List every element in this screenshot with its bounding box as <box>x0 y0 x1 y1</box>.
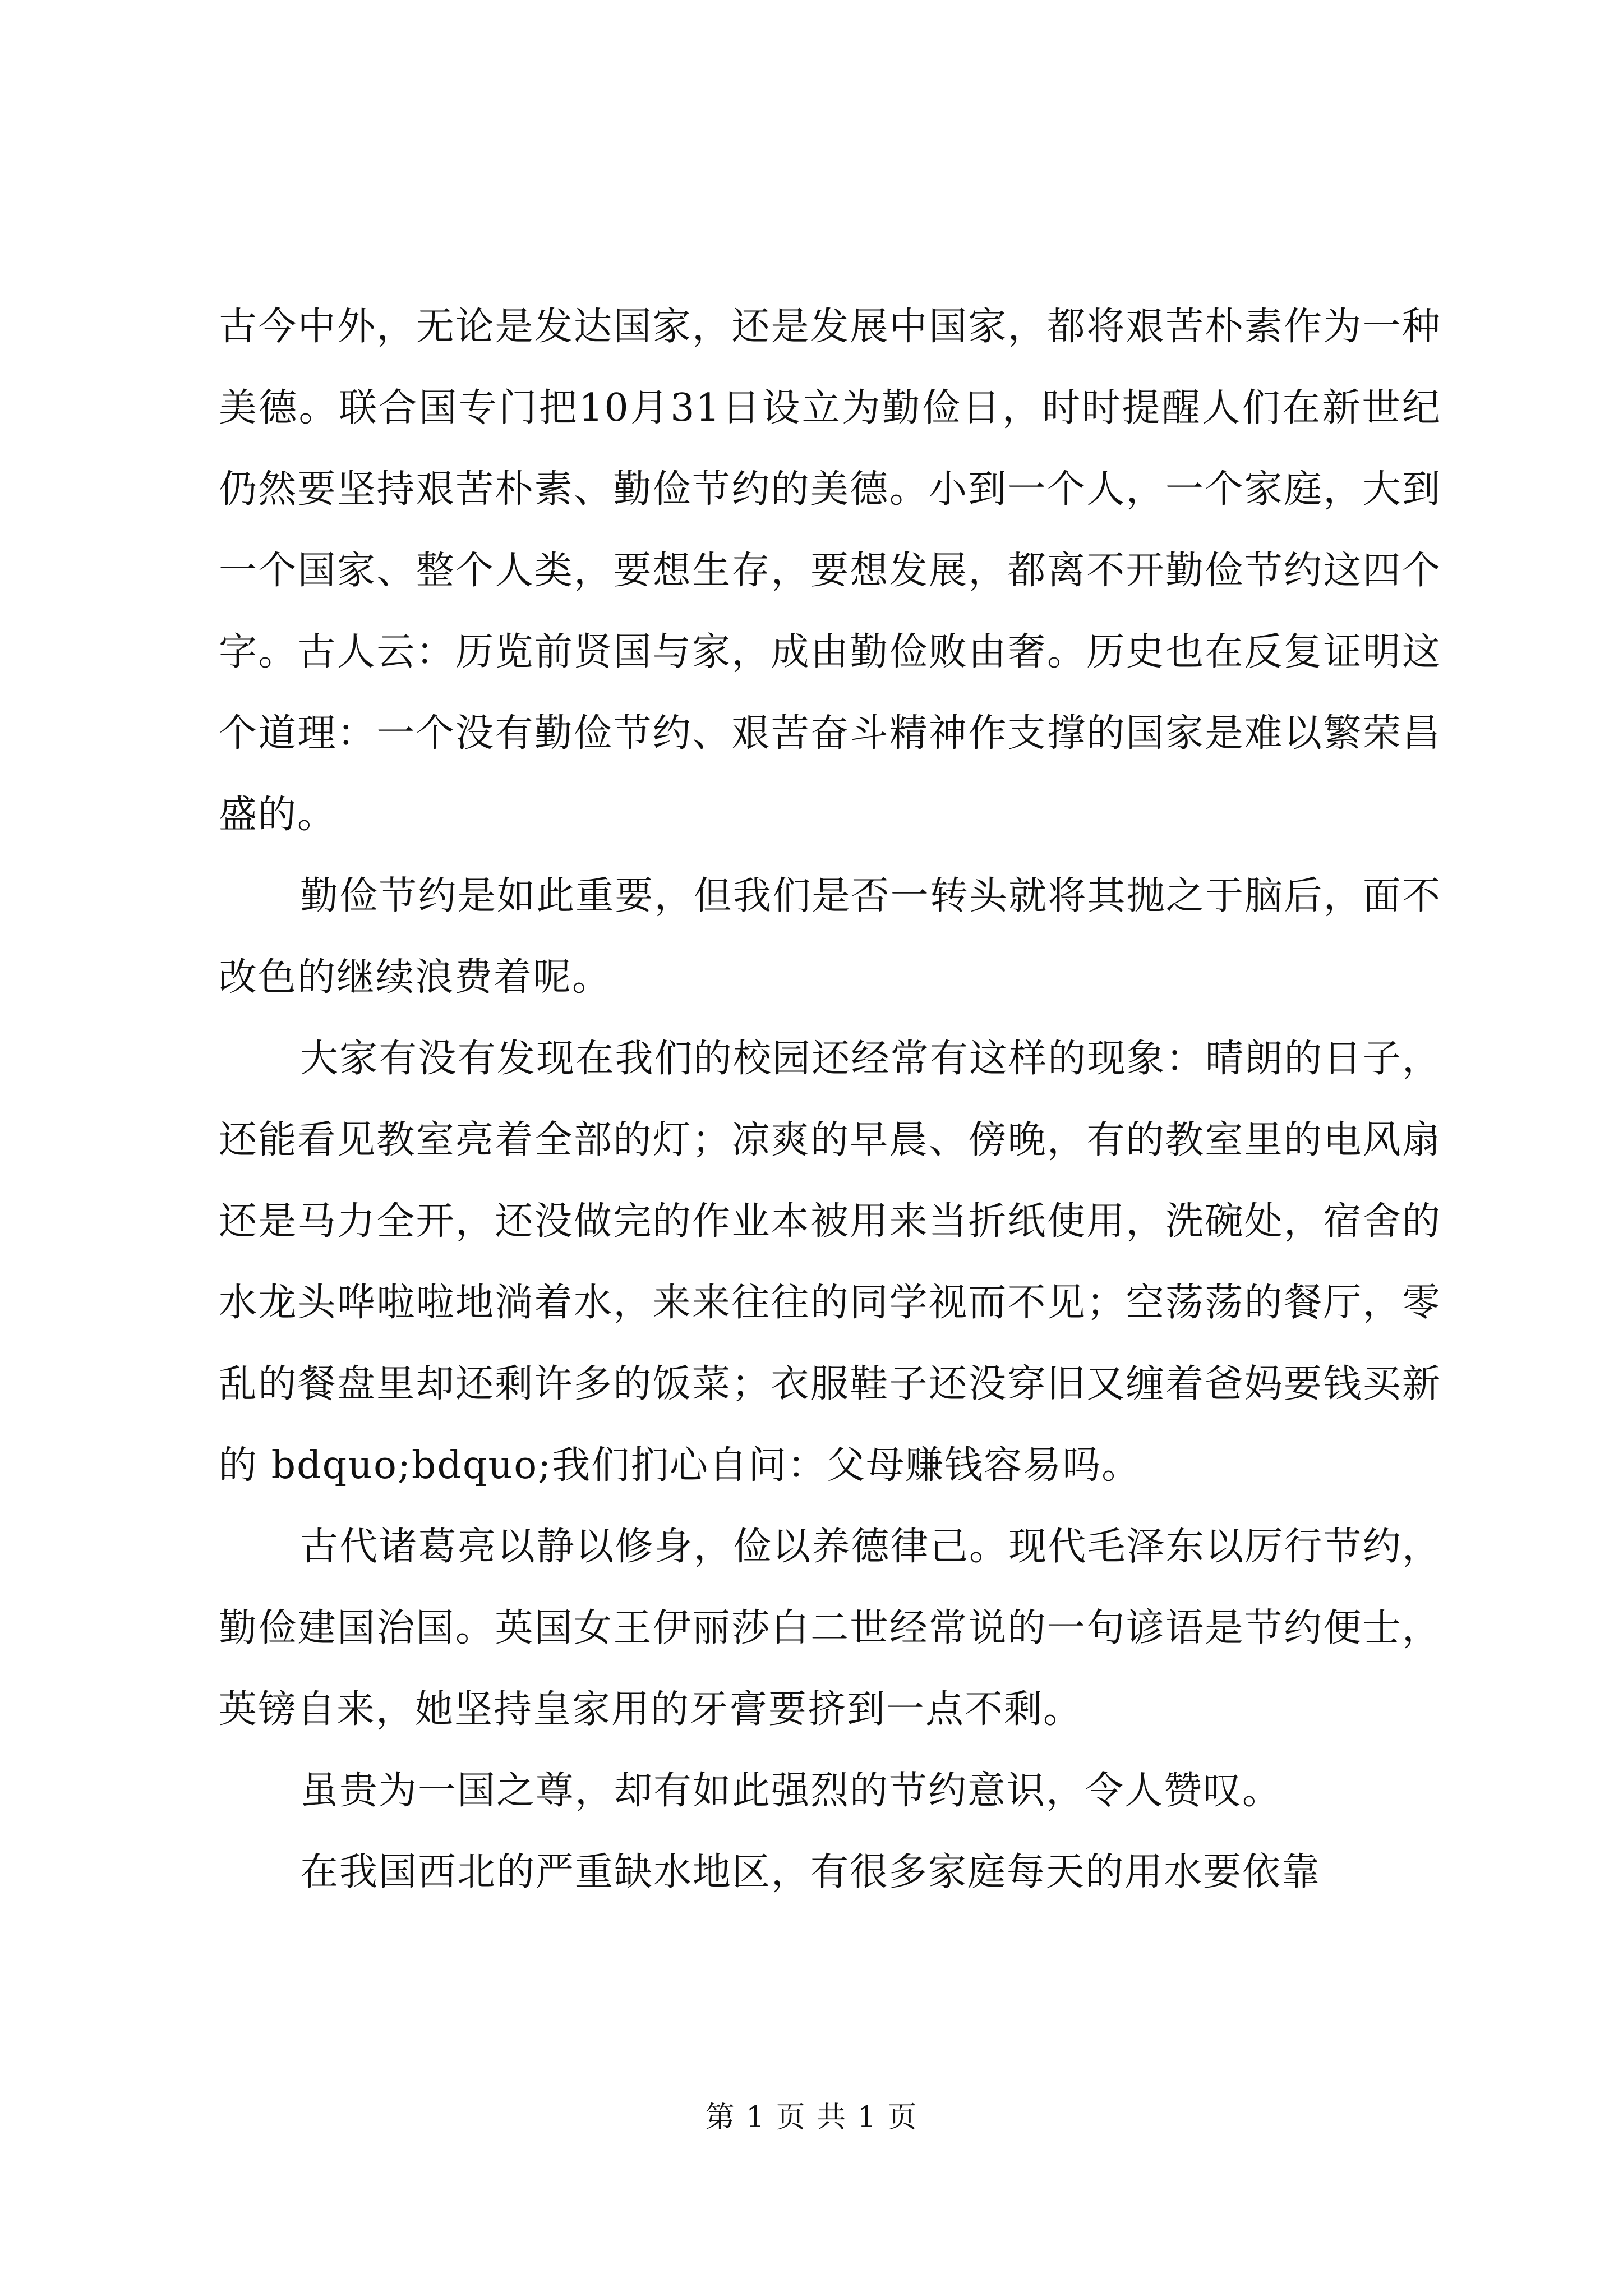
paragraph-3: 大家有没有发现在我们的校园还经常有这样的现象：晴朗的日子，还能看见教室亮着全部的灯；凉爽的早晨、傍晚，有的教室里的电风扇还是马力全开，还没做完的作业本被用来当折纸使用，洗碗处，宿舍的水龙头哗啦啦地淌着水，来来往往的同学视而不见；空荡荡的餐厅，零乱的餐盘里却还剩许多的饭菜；衣服鞋子还没穿旧又缠着爸妈要钱买新的 bdquo;bdquo;我们扪心自问：父母赚钱容易吗。 <box>219 1037 1441 1488</box>
paragraph-2: 勤俭节约是如此重要，但我们是否一转头就将其抛之于脑后，面不改色的继续浪费着呢。 <box>219 874 1441 1000</box>
paragraph-1: 古今中外，无论是发达国家，还是发展中国家，都将艰苦朴素作为一种美德。联合国专门把10月31日设立为勤俭日，时时提醒人们在新世纪仍然要坚持艰苦朴素、勤俭节约的美德。小到一个人，一个家庭，大到一个国家、整个人类，要想生存，要想发展，都离不开勤俭节约这四个字。古人云：历览前贤国与家，成由勤俭败由奢。历史也在反复证明这个道理：一个没有勤俭节约、艰苦奋斗精神作支撑的国家是难以繁荣昌盛的。 <box>219 305 1441 837</box>
paragraph-4: 古代诸葛亮以静以修身，俭以养德律己。现代毛泽东以厉行节约，勤俭建国治国。英国女王伊丽莎白二世经常说的一句谚语是节约便士，英镑自来，她坚持皇家用的牙膏要挤到一点不剩。 <box>219 1525 1441 1732</box>
paragraph-6: 在我国西北的严重缺水地区，有很多家庭每天的用水要依靠 <box>300 1850 1321 1894</box>
page-footer <box>0 2101 1623 2134</box>
document-body <box>219 286 1441 1913</box>
paragraph-5: 虽贵为一国之尊，却有如此强烈的节约意识，令人赞叹。 <box>300 1769 1282 1813</box>
page-number-label: 第 1 页 共 1 页 <box>705 2101 918 2134</box>
